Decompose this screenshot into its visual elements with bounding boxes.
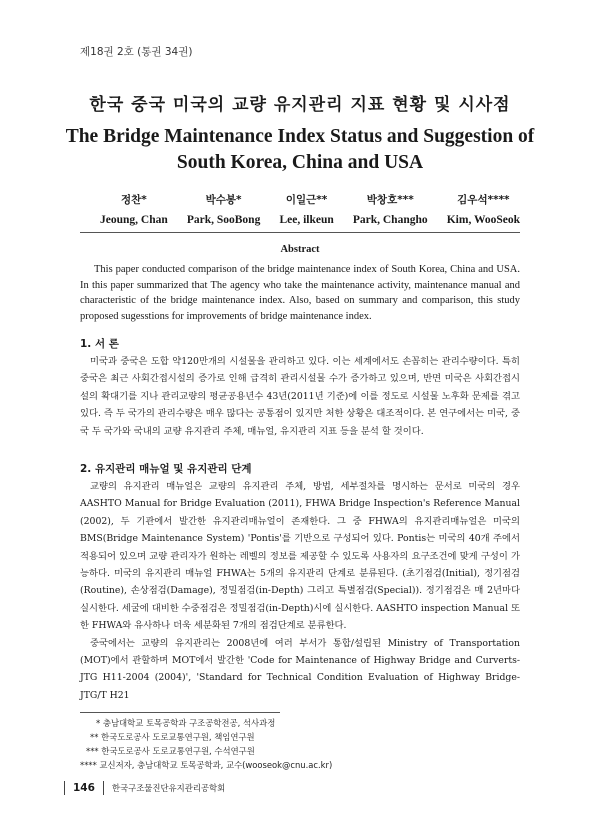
- author-name-ko: 박창호***: [366, 194, 414, 206]
- author-name-ko: 박수봉*: [205, 194, 242, 206]
- abstract-heading: Abstract: [280, 244, 320, 255]
- title-english: The Bridge Maintenance Index Status and Suggestion of South Korea, China and USA: [65, 126, 535, 173]
- abstract-body: This paper conducted comparison of the bridge maintenance index of South Korea, China and USA. In this paper summarized that The agency who take the maintenance activity, maintenance manual and characteristic of the bridge maintenance index. Also, based on summary and comparison, this study proposed sugesstions for improvements of bridge maintenance index.: [80, 264, 520, 322]
- section-1-body: 미국과 중국은 도합 약120만개의 시설물을 관리하고 있다. 이는 세계에서도 손꼽히는 관리수량이다. 특히 중국은 최근 사회간접시설의 증가로 인해 급격히 관리시설물 수가 증가하고 있으며, 반면 미국은 사회간접시설의 확대기를 지나 관리교량의 평균공용년수 43년(2011년 기준)에 이를 정도로 시설물 노후화 문제를 겪고 있다. 즉 두 국가의 관리수량은 매우 많다는 공통점이 있지만 처한 상황은 대조적이다. 본 연구에서는 미국, 중국 두 국가와 국내의 교량 유지관리 주체, 매뉴얼, 유지관리 지표 등을 분석 할 것이다.: [80, 356, 520, 437]
- page-number: 146: [73, 782, 95, 794]
- footnote-divider: [80, 712, 280, 713]
- author-name-en: Jeoung, Chan: [100, 214, 168, 226]
- section-2-body: [80, 478, 520, 704]
- author-2: [187, 190, 261, 230]
- section-2-heading: 2. 유지관리 매뉴얼 및 유지관리 단계: [80, 463, 252, 475]
- section-2-paragraph-2: 중국에서는 교량의 유지관리는 2008년에 여러 부서가 통합/설립된 Ministry of Transportation (MOT)에서 관할하며 MOT에서 발간한 'Code for Maintenance of Highway Bridge and Curverts-JTG H11-2004 (2004)', 'Standard for Technical Condition Evaluation of Highway Bridge-JTG/T H21: [80, 637, 520, 701]
- author-4: [353, 190, 428, 230]
- footnote-2: ** 한국도로공사 도로교통연구원, 책임연구원: [90, 732, 255, 742]
- footer-separator: [103, 781, 104, 795]
- author-list: [100, 190, 520, 230]
- footnote-1: * 충남대학교 토목공학과 구조공학전공, 석사과정: [96, 718, 276, 728]
- journal-name: 한국구조물진단유지관리공학회: [111, 783, 226, 793]
- author-1: [100, 190, 168, 230]
- author-name-en: Lee, ilkeun: [279, 214, 334, 226]
- title-korean: 한국 중국 미국의 교량 유지관리 지표 현황 및 시사점: [89, 95, 511, 115]
- author-name-ko: 이일근**: [285, 194, 328, 206]
- footnote-3: *** 한국도로공사 도로교통연구원, 수석연구원: [86, 746, 255, 756]
- header-divider: [80, 232, 520, 233]
- footer-bar: [64, 781, 65, 795]
- author-name-en: Kim, WooSeok: [446, 214, 520, 226]
- running-head: 제18권 2호 (통권 34권): [80, 46, 193, 58]
- author-name-ko: 김우석****: [457, 194, 510, 206]
- author-name-ko: 정찬*: [120, 194, 147, 206]
- author-name-en: Park, SooBong: [186, 214, 261, 226]
- author-3: [279, 190, 333, 230]
- section-2-paragraph-1: 교량의 유지관리 매뉴얼은 교량의 유지관리 주체, 방법, 세부절차를 명시하는 문서로 미국의 경우 AASHTO Manual for Bridge Evaluation (2011), FHWA Bridge Inspection's Reference Manual (2002), 두 기관에서 발간한 유지관리매뉴얼이 존재한다. 그 중 FHWA의 유지관리매뉴얼은 미국의 BMS(Bridge Maintenance System) 'Pontis'를 기반으로 구성되어 있다. Pontis는 미국의 40개 주에서 적용되어 있으며 교량 관리자가 원하는 레벨의 정보를 제공할 수 있도록 사용자의 요구조건에 맞게 구성이 가능하다. 미국의 유지관리 매뉴얼 FHWA는 5개의 유지관리 단계로 분류된다. (초기점검(Initial), 정기점검(Routine), 손상점검(Damage), 정밀점검(in-Depth) 그리고 특별점검(Special)). 정기점검은 매 2년마다 실시한다. 세굴에 대비한 수중점검은 정밀점검(in-Depth)시에 실시한다. AASHTO inspection Manual 또한 FHWA와 유사하나 더욱 세분화된 7개의 점검단계로 분류한다.: [80, 481, 520, 632]
- section-1-heading: 1. 서 론: [80, 338, 119, 350]
- page-footer: [64, 781, 225, 795]
- footnotes: [80, 716, 520, 772]
- author-name-en: Park, Changho: [352, 214, 428, 226]
- author-5: [447, 190, 520, 230]
- footnote-4: **** 교신저자, 충남대학교 토목공학과, 교수(wooseok@cnu.ac.kr): [80, 760, 333, 770]
